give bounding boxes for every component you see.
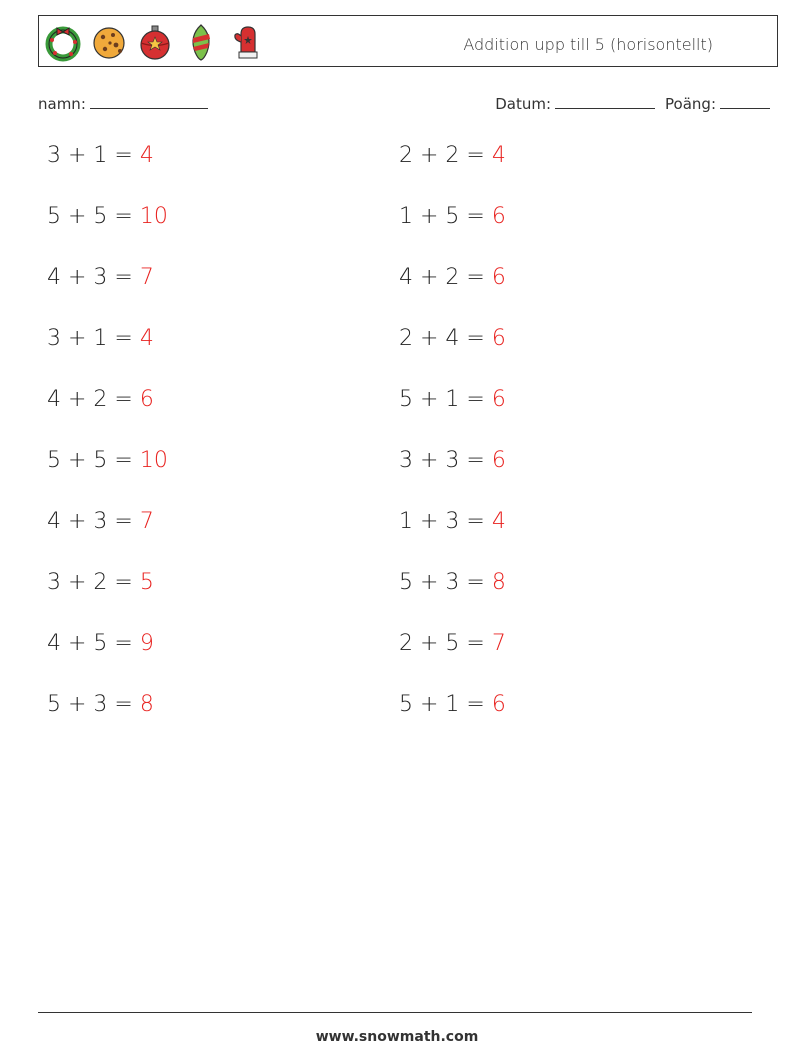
problem-answer: 4 xyxy=(491,509,506,534)
problem-row xyxy=(47,692,647,753)
problem-row xyxy=(47,265,647,326)
problem-answer: 4 xyxy=(491,143,506,168)
problem-answer: 6 xyxy=(491,692,506,717)
name-field[interactable] xyxy=(38,94,208,113)
problem-expression: 1 + 5 = xyxy=(399,204,485,229)
cookie-icon xyxy=(89,22,129,62)
problem-expression: 2 + 2 = xyxy=(399,143,485,168)
problem-item xyxy=(399,570,506,595)
meta-row xyxy=(38,94,770,116)
mitten-icon xyxy=(227,22,267,62)
problem-item xyxy=(399,143,506,168)
worksheet-title: Addition upp till 5 (horisontellt) xyxy=(463,35,713,54)
problem-item xyxy=(47,326,154,351)
footer-divider xyxy=(38,1012,752,1013)
problem-item xyxy=(399,387,506,412)
problem-answer: 9 xyxy=(139,631,154,656)
problem-answer: 6 xyxy=(139,387,154,412)
problem-expression: 4 + 3 = xyxy=(47,509,133,534)
score-label: Poäng: xyxy=(665,95,716,113)
problem-item xyxy=(399,326,506,351)
problem-expression: 4 + 2 = xyxy=(399,265,485,290)
problem-item xyxy=(399,265,506,290)
problem-item xyxy=(47,631,154,656)
problem-row xyxy=(47,509,647,570)
problem-expression: 4 + 2 = xyxy=(47,387,133,412)
ornament-ball-icon xyxy=(135,22,175,62)
problem-grid xyxy=(47,143,647,753)
icon-strip xyxy=(43,22,267,62)
problem-answer: 5 xyxy=(139,570,154,595)
problem-answer: 10 xyxy=(139,204,168,229)
problem-row xyxy=(47,204,647,265)
problem-item xyxy=(47,204,168,229)
problem-expression: 2 + 4 = xyxy=(399,326,485,351)
problem-answer: 8 xyxy=(139,692,154,717)
problem-item xyxy=(47,143,154,168)
problem-expression: 5 + 3 = xyxy=(399,570,485,595)
date-label: Datum: xyxy=(495,95,552,113)
problem-item xyxy=(47,570,154,595)
date-score-fields xyxy=(495,94,770,113)
problem-expression: 5 + 3 = xyxy=(47,692,133,717)
problem-expression: 2 + 5 = xyxy=(399,631,485,656)
problem-answer: 8 xyxy=(491,570,506,595)
problem-answer: 7 xyxy=(491,631,506,656)
problem-expression: 5 + 1 = xyxy=(399,692,485,717)
wreath-icon xyxy=(43,22,83,62)
footer-url[interactable]: www.snowmath.com xyxy=(315,1029,479,1045)
problem-row xyxy=(47,387,647,448)
date-blank[interactable] xyxy=(555,94,655,109)
problem-expression: 3 + 1 = xyxy=(47,326,133,351)
score-blank[interactable] xyxy=(720,94,770,109)
problem-expression: 5 + 5 = xyxy=(47,204,133,229)
problem-expression: 5 + 1 = xyxy=(399,387,485,412)
problem-answer: 4 xyxy=(139,326,154,351)
problem-expression: 3 + 1 = xyxy=(47,143,133,168)
problem-item xyxy=(47,692,154,717)
problem-answer: 6 xyxy=(491,204,506,229)
problem-row xyxy=(47,448,647,509)
name-label: namn: xyxy=(38,95,86,113)
problem-row xyxy=(47,570,647,631)
ornament-drop-icon xyxy=(181,22,221,62)
problem-row xyxy=(47,143,647,204)
problem-item xyxy=(399,204,506,229)
problem-expression: 5 + 5 = xyxy=(47,448,133,473)
problem-answer: 7 xyxy=(139,265,154,290)
problem-answer: 7 xyxy=(139,509,154,534)
problem-answer: 6 xyxy=(491,387,506,412)
problem-answer: 6 xyxy=(491,265,506,290)
problem-item xyxy=(47,265,154,290)
problem-answer: 4 xyxy=(139,143,154,168)
problem-row xyxy=(47,326,647,387)
problem-item xyxy=(47,387,154,412)
problem-item xyxy=(399,631,506,656)
problem-expression: 3 + 3 = xyxy=(399,448,485,473)
problem-expression: 3 + 2 = xyxy=(47,570,133,595)
problem-item xyxy=(399,509,506,534)
problem-expression: 1 + 3 = xyxy=(399,509,485,534)
problem-expression: 4 + 3 = xyxy=(47,265,133,290)
problem-item xyxy=(47,509,154,534)
header-box xyxy=(38,15,778,67)
problem-answer: 6 xyxy=(491,448,506,473)
problem-item xyxy=(47,448,168,473)
problem-expression: 4 + 5 = xyxy=(47,631,133,656)
problem-row xyxy=(47,631,647,692)
name-blank[interactable] xyxy=(90,94,208,109)
problem-answer: 6 xyxy=(491,326,506,351)
problem-item xyxy=(399,692,506,717)
problem-item xyxy=(399,448,506,473)
problem-answer: 10 xyxy=(139,448,168,473)
